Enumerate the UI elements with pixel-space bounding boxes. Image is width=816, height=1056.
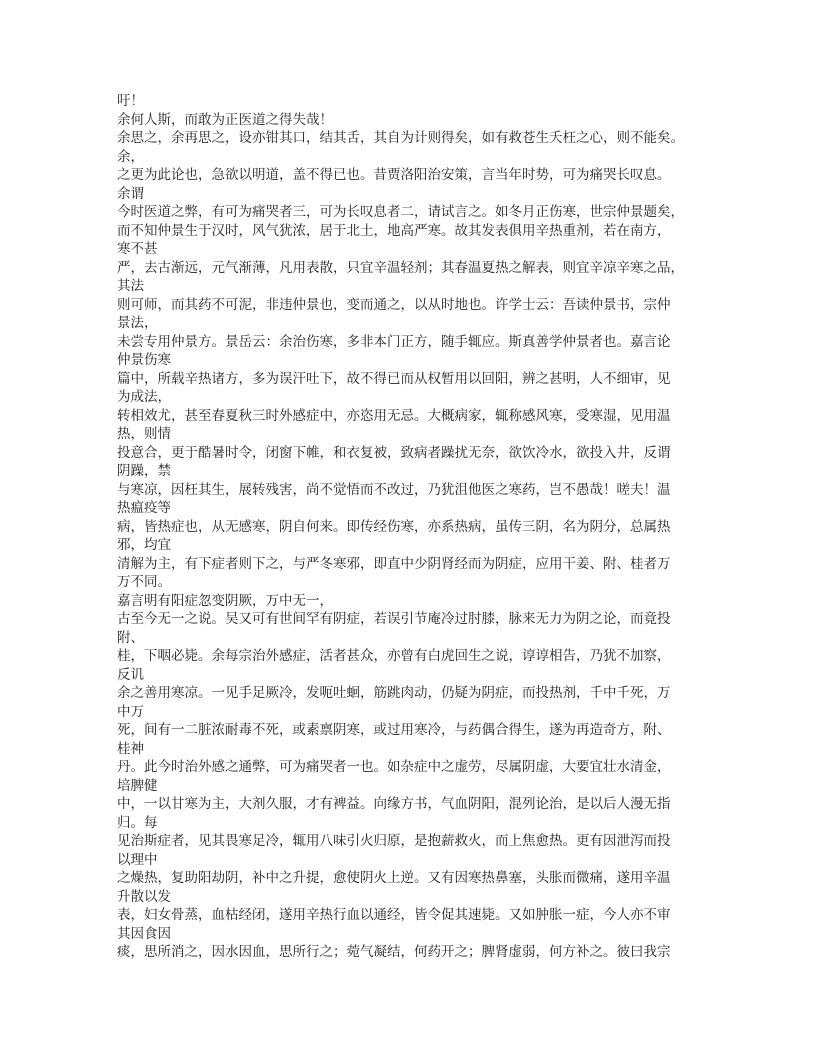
text-line: 桂，下咽必毙。余每宗治外感症，活者甚众，亦曾有白虎回生之说，谆谆相告，乃犹不加察，	[117, 648, 671, 663]
text-line: 篇中，所载辛热诸方，多为误汗吐下，故不得已而从权暂用以回阳，辨之甚明，人不细审，见	[117, 370, 671, 386]
text-line: 其因食因	[117, 925, 171, 941]
text-line: 升散以发	[117, 888, 171, 904]
document-text-block	[117, 92, 711, 962]
text-line: 中，一以甘寒为主，大剂久服，才有裨益。向缘方书，气血阴阳，混列论治，是以后人漫无指	[117, 796, 671, 811]
text-line: 转相效尤，甚至春夏秋三时外感症中，亦恣用无忌。大概病家，辄称感风寒，受寒湿，见用温	[117, 407, 671, 423]
text-line: 余之善用寒凉。一见手足厥冷，发呃吐蛔，筋跳肉动，仍疑为阴症，而投热剂，千中千死，万	[117, 685, 671, 700]
text-line: 余谓	[117, 185, 144, 201]
text-line: 痰，思所消之，因水因血，思所行之；菀气凝结，何药开之；脾肾虚弱，何方补之。彼曰我宗	[117, 944, 671, 959]
text-line: 为成法，	[117, 389, 171, 404]
text-line: 热，则情	[117, 426, 171, 441]
text-line: 反讥	[117, 666, 144, 682]
text-line: 则可师，而其药不可泥，非违仲景也，变而通之，以从时地也。许学士云：吾读仲景书，宗仲	[117, 296, 671, 312]
text-line: 清解为主，有下症者则下之，与严冬寒邪，即直中少阴肾经而为阴症，应用干姜、附、桂者万	[117, 555, 671, 571]
text-line: 今时医道之弊，有可为痛哭者三，可为长叹息者二，请试言之。如冬月正伤寒，世宗仲景题矣，	[117, 204, 684, 219]
text-line: 之燥热，复助阳劫阴，补中之升提，愈使阴火上逆。又有因寒热鼻塞，头胀而微痛，遂用辛温	[117, 870, 671, 885]
text-line: 而不知仲景生于汉时，风气犹浓，居于北土，地高严寒。故其发表俱用辛热重剂，若在南方，	[117, 222, 671, 238]
text-line: 嘉言明有阳症忽变阴厥，万中无一，	[117, 592, 333, 608]
text-line: 古至今无一之说。吴又可有世间罕有阴症，若误引节庵冷过肘膝，脉来无力为阴之论，而竟投	[117, 611, 671, 626]
text-line: 其法	[117, 278, 144, 293]
text-line: 之更为此论也，急欲以明道，盖不得已也。昔贾洛阳治安策，言当年时势，可为痛哭长叹息。	[117, 167, 671, 182]
text-line: 与寒凉，因枉其生，展转残害，尚不觉悟而不改过，乃犹沮他医之寒药，岂不愚哉！嗟夫！温	[117, 481, 671, 497]
text-line: 仲景伤寒	[117, 352, 171, 367]
text-line: 死，间有一二脏浓耐毒不死，或素禀阴寒，或过用寒冷，与药偶合得生，遂为再造奇方，附、	[117, 722, 671, 737]
text-line: 投意合，更于酷暑时令，闭窗下帷，和衣复被，致病者躁扰无奈，欲饮冷水，欲投入井，反谓	[117, 444, 671, 460]
text-line: 表，妇女骨蒸，血枯经闭，遂用辛热行血以通经，皆令促其速毙。又如肿胀一症，今人亦不审	[117, 907, 671, 922]
text-line: 余，	[117, 148, 144, 164]
text-line: 热瘟疫等	[117, 500, 171, 515]
text-line: 景法，	[117, 315, 158, 330]
text-line: 吁！	[117, 93, 144, 108]
text-line: 万不同。	[117, 574, 171, 589]
text-line: 中万	[117, 703, 144, 719]
text-line: 余思之，余再思之，设亦钳其口，结其舌，其自为计则得矣，如有救苍生夭枉之心，则不能矣。	[117, 130, 684, 145]
text-line: 附、	[117, 629, 144, 645]
text-line: 见治斯症者，见其畏寒足冷，辄用八味引火归原，是抱薪救火，而上焦愈热。更有因泄泻而投	[117, 833, 671, 848]
text-line: 寒不甚	[117, 241, 158, 256]
text-line: 邪，均宜	[117, 537, 171, 552]
text-line: 严，去古渐远，元气渐薄，凡用表散，只宜辛温轻剂；其春温夏热之解表，则宜辛凉辛寒之品，	[117, 259, 684, 275]
text-line: 培脾健	[117, 777, 158, 793]
text-line: 丹。此今时治外感之通弊，可为痛哭者一也。如杂症中之虚劳，尽属阴虚，大要宜壮水清金，	[117, 759, 671, 774]
text-line: 归。每	[117, 814, 158, 830]
text-line: 阴躁，禁	[117, 463, 171, 478]
text-line: 桂神	[117, 740, 144, 756]
text-line: 余何人斯，而敢为正医道之得失哉！	[117, 111, 333, 127]
text-line: 病，皆热症也，从无感寒，阴自何来。即传经伤寒，亦系热病，虽传三阴，名为阴分，总属热	[117, 518, 671, 534]
text-line: 未尝专用仲景方。景岳云：余治伤寒，多非本门正方，随手辄应。斯真善学仲景者也。嘉言论	[117, 333, 671, 349]
text-line: 以理中	[117, 851, 158, 867]
